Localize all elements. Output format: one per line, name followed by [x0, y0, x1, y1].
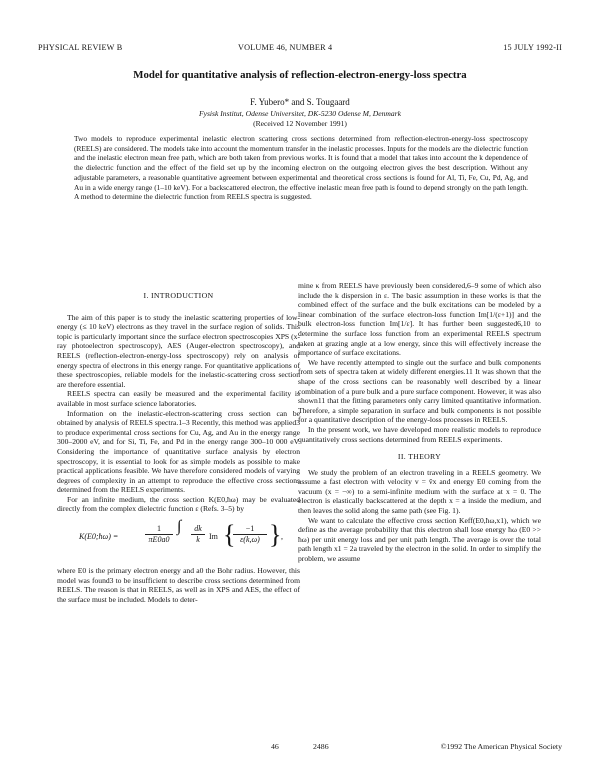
- dk-denominator: k: [196, 534, 200, 544]
- issue-date: 15 JULY 1992-II: [503, 43, 562, 52]
- left-brace: {: [223, 520, 236, 550]
- article-title: Model for quantitative analysis of reflection-electron-energy-loss spectra: [133, 69, 467, 81]
- equation-loss-function: [233, 524, 267, 544]
- page-footer: [38, 742, 562, 754]
- received-date: (Received 12 November 1991): [253, 119, 347, 128]
- page-header: [38, 43, 562, 55]
- author-affiliation: Fysisk Institut, Odense Universitet, DK-5230 Odense M, Denmark: [198, 109, 402, 118]
- right-brace: }: [269, 520, 282, 550]
- section-heading-introduction: I. INTRODUCTION: [143, 291, 214, 300]
- copyright-notice: ©1992 The American Physical Society: [440, 742, 562, 751]
- intro-paragraph-8: In the present work, we have developed more realistic models to reproduce quantitatively cross sections determined from REELS experiments.: [298, 424, 541, 444]
- equation-dk-fraction: [191, 524, 205, 544]
- prefactor-denominator: πE0a0: [148, 534, 170, 544]
- section-heading-theory: II. THEORY: [397, 452, 442, 462]
- journal-name: PHYSICAL REVIEW B: [38, 43, 123, 52]
- imaginary-part-operator: Im: [209, 532, 218, 542]
- abstract: Two models to reproduce experimental inelastic electron scattering cross sections determined from reflection-electron-energy-loss spectroscopy (REELS) are considered. The models take into account the momentum transfer in the inelastic processes. Inputs for the models are the dielectric function and the inelastic electron mean free path, which are both taken from previous works. It is found that a model that takes into account the k dependence of the dielectric function and the effect of the field set up by the incoming electron on the outgoing electron gives the best description. Without any adjustable parameters, a reasonable quantitative agreement between experimental and theoretical cross sections is found for Al, Ti, Fe, Cu, Pd, Ag, and Au in a wide energy range (1–10 keV). For a backscattered electron, the effective inelastic mean free path is found to depend strongly on the path length. A method to determine the dielectric function from REELS spectra is suggested.: [74, 134, 528, 202]
- cross-section-equation: [57, 520, 300, 558]
- prefactor-numerator: 1: [145, 524, 173, 535]
- theory-paragraph-2: We want to calculate the effective cross section Keff(E0,ħω,x1), which we define as the average probability that this electron shall lose energy ħω (E0 >> ħω) per unit energy loss and per unit path length. The average is over the total path length x1 = 2a traveled by the electron in the solid. In order to simplify the problem, we assume: [298, 515, 541, 564]
- right-column: [298, 281, 541, 564]
- intro-paragraph-7: We have recently attempted to single out the surface and bulk components from sets of spectra taken at widely different energies.11 It was shown that the shape of the cross sections can be reasonably well described by a linear combination of a pure bulk and a pure surface component. However, it was also shown11 that the fitting parameters only carry limited quantitative information. Therefore, a simple separation in surface and bulk components is not possible for a quantitative description of the energy-loss processes in REELS.: [298, 357, 541, 425]
- volume-number: VOLUME 46, NUMBER 4: [238, 43, 333, 52]
- left-column: [57, 291, 300, 604]
- intro-paragraph-5: where E0 is the primary electron energy and a0 the Bohr radius. However, this model was found3 to be insufficient to describe cross sections determined from REELS. The reason is that in REELS, as well as in XPS and AES, the effect of the surface must be included. Models to deter-: [57, 566, 300, 604]
- loss-numerator: −1: [233, 524, 267, 535]
- equation-prefactor: [145, 524, 173, 544]
- intro-paragraph-1: The aim of this paper is to study the inelastic scattering properties of low-energy (≤ 10 keV) electrons as they travel in the surface region of solids. This topic is particularly important since the surface electron spectroscopies XPS (x-ray photoelectron spectroscopy), AES (Auger-electron spectroscopy), and REELS (reflection-electron-energy-loss spectroscopy) rely on analysis of energy spectra of electrons in this energy range. For quantitative applications of these spectroscopies, reliable models for the inelastic-scattering cross section are therefore essential.: [57, 312, 300, 389]
- page-number: 2486: [313, 742, 329, 751]
- volume-marker: 46: [271, 742, 279, 751]
- integral-sign: ∫: [177, 518, 182, 536]
- intro-paragraph-3: Information on the inelastic-electron-scattering cross section can be obtained by analysis of REELS spectra.1–3 Recently, this method was applied3 to produce experimental cross sections for Cu, Ag, and Au in the energy range 300–2000 eV, and for Si, Ti, Fe, and Pd in the energy range 300–10 000 eV. Considering the importance of quantitative surface analysis by electron spectroscopy, it is essential to look for as simple models as possible to make practical applications feasible. We have therefore considered models of varying degrees of complexity in an attempt to reproduce the effective cross sections determined from the REELS experiments.: [57, 408, 300, 495]
- equation-lhs: K(E0;ħω) =: [79, 532, 119, 542]
- intro-paragraph-6: mine κ from REELS have previously been considered,6–9 some of which also include the k dispersion in ε. The basic assumption in these works is that the combined effect of the surface and the bulk excitations can be modeled by a linear combination of the surface electron-loss function Im[1/(ε+1)] and the bulk electron-loss function Im[1/ε]. It has further been suggested6,10 to determine the surface loss function from an experimental REELS spectrum taken at grazing angle at a low energy, since this will effectively increase the importance of surface excitations.: [298, 281, 541, 358]
- intro-paragraph-2: REELS spectra can easily be measured and the experimental facility is available in most surface science laboratories.: [57, 389, 300, 408]
- equation-punctuation: ,: [281, 532, 283, 542]
- article-authors: F. Yubero* and S. Tougaard: [250, 97, 350, 107]
- intro-paragraph-4: For an infinite medium, the cross section K(E0,ħω) may be evaluated directly from the complex dielectric function ε (Refs. 3–5) by: [57, 494, 300, 514]
- theory-paragraph-1: We study the problem of an electron traveling in a REELS geometry. We assume a fast electron with velocity v = v̂x and energy E0 coming from the vacuum (x = −∞) to a semi-infinite medium with the surface at x = 0. The electron is elastically backscattered at the depth x = a inside the medium, and then leaves the solid along the same path (see Fig. 1).: [298, 467, 541, 516]
- loss-denominator: ε(k,ω): [240, 534, 260, 544]
- dk-numerator: dk: [191, 524, 205, 535]
